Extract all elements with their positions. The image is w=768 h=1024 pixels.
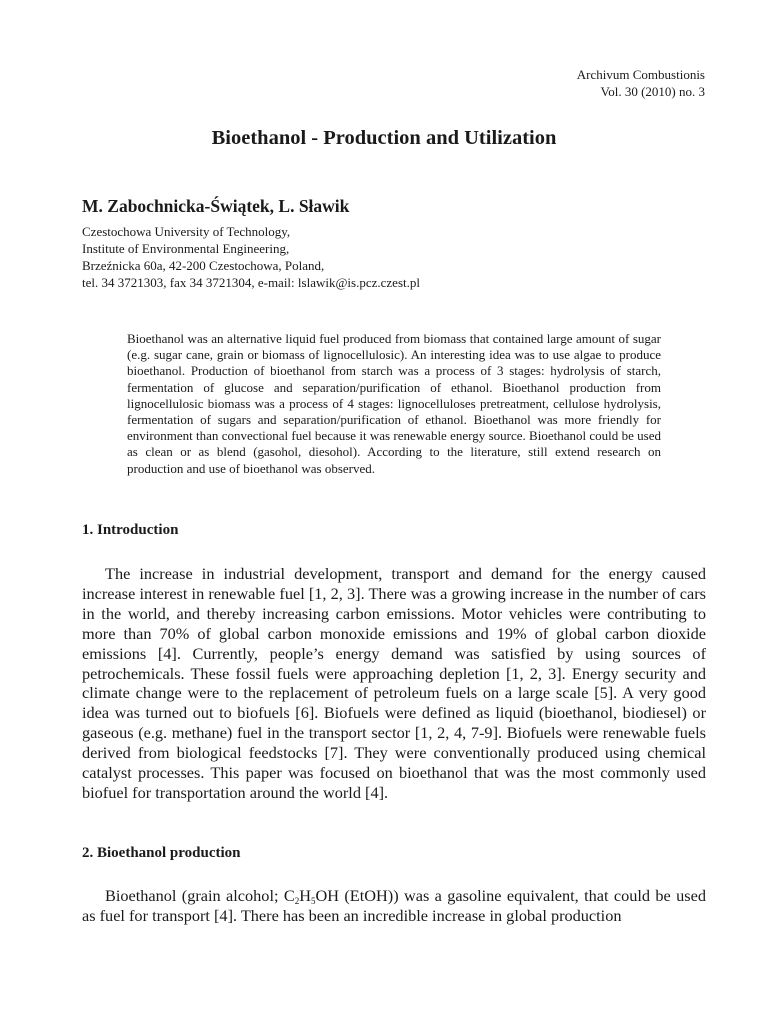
production-text-end: OH (EtOH)) was a gasoline equivalent, that could be used as fuel for transport [4]. There has been an incredible increase in global production: [82, 886, 706, 925]
paper-authors: M. Zabochnicka-Świątek, L. Sławik: [82, 196, 350, 216]
affiliation-institute: Institute of Environmental Engineering,: [82, 241, 290, 256]
section-heading-introduction: 1. Introduction: [82, 522, 179, 538]
formula-subscript-2: 2: [294, 896, 300, 906]
section-heading-production: 2. Bioethanol production: [82, 845, 241, 861]
production-text-start: Bioethanol (grain alcohol; C: [105, 886, 295, 905]
introduction-paragraph: The increase in industrial development, transport and demand for the energy caused increase interest in renewable fuel [1, 2, 3]. There was a growing increase in the number of cars in the world, and thereby increasing carbon emissions. Motor vehicles were contributing to more than 70% of global carbon monoxide emissions and 19% of global carbon dioxide emissions [4]. Currently, people’s energy demand was satisfied by using sources of petrochemicals. These fossil fuels were approaching depletion [1, 2, 3]. Energy security and climate change were to the replacement of petroleum fuels on a large scale [5]. A very good idea was turned out to biofuels [6]. Biofuels were defined as liquid (bioethanol, biodiesel) or gaseous (e.g. methane) fuel in the transport sector [1, 2, 4, 7-9]. Biofuels were renewable fuels derived from biological feedstocks [7]. They were conventionally produced using chemical catalyst processes. This paper was focused on bioethanol that was the most commonly used biofuel for transportation around the world [4].: [82, 564, 706, 802]
affiliation-university: Czestochowa University of Technology,: [82, 224, 291, 239]
formula-subscript-5: 5: [310, 896, 316, 906]
affiliation-address: Brzeźnicka 60a, 42-200 Czestochowa, Poland,: [82, 258, 325, 273]
journal-name: Archivum Combustionis: [576, 67, 705, 82]
paper-title: Bioethanol - Production and Utilization: [211, 127, 557, 149]
affiliation-contact: tel. 34 3721303, fax 34 3721304, e-mail: lslawik@is.pcz.czest.pl: [82, 275, 420, 290]
author-affiliation: [82, 223, 420, 291]
formula-h: H: [299, 886, 311, 905]
journal-volume: Vol. 30 (2010) no. 3: [600, 84, 705, 99]
journal-info: [577, 66, 705, 100]
production-paragraph: [82, 886, 706, 926]
abstract: Bioethanol was an alternative liquid fuel produced from biomass that contained large amount of sugar (e.g. sugar cane, grain or biomass of lignocellulosic). An interesting idea was to use algae to produce bioethanol. Production of bioethanol from starch was a process of 3 stages: hydrolysis of starch, fermentation of glucose and separation/purification of ethanol. Bioethanol production from lignocellulosic biomass was a process of 4 stages: lignocelluloses pretreatment, cellulose hydrolysis, fermentation of sugars and separation/purification of ethanol. Bioethanol was more friendly for environment than convectional fuel because it was renewable energy source. Bioethanol could be used as clean or as blend (gasohol, diesohol). According to the literature, still extend research on production and use of bioethanol was observed.: [127, 331, 661, 476]
